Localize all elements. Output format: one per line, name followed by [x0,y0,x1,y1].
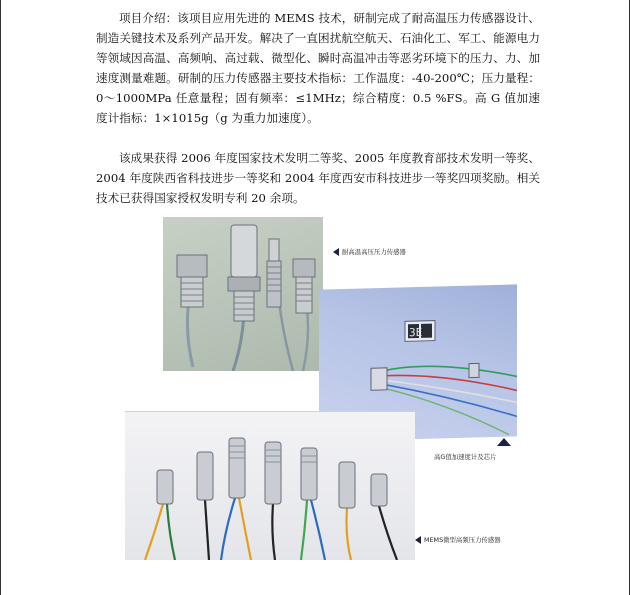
pointer-triangle-icon [497,438,511,446]
mems-sensor-caption-text: MEMS微型高频压力传感器 [424,536,501,544]
accelerometer-caption [434,452,496,461]
high-temp-sensor-photo [163,217,323,371]
mems-sensor-photo [125,411,415,560]
mems-sensor-caption [415,535,501,544]
awards-paragraph: 该成果获得 2006 年度国家技术发明二等奖、2005 年度教育部技术发明一等奖、2004 年度陕西省科技进步一等奖和 2004 年度西安市科技进步一等奖四项奖励。相关技术已获得国家授权发明专利 20 余项。 [96,151,540,205]
pointer-triangle-icon [333,248,339,256]
high-temp-sensor-caption [333,247,406,256]
project-intro-paragraph: 项目介绍：该项目应用先进的 MEMS 技术，研制完成了耐高温压力传感器设计、制造关键技术及系列产品开发。解决了一直困扰航空航天、石油化工、军工、能源电力等领域因高温、高频响、高过载、微型化、瞬时高温冲击等恶劣环境下的压力、力、加速度测量难题。研制的压力传感器主要技术指标：工作温度：-40-200℃；压力量程：0～1000MPa 任意量程；固有频率：≤1MHz；综合精度：0.5 %FS。高 G 值加速度计指标：1×1015g（g 为重力加速度）。 [96,11,540,125]
page-border-left [0,0,1,595]
pointer-triangle-icon [415,536,421,544]
high-temp-sensor-caption-text: 耐高温高压压力传感器 [342,248,406,256]
chip-marking: 3E [409,325,423,340]
accelerometer-caption-text: 高G值加速度计及芯片 [434,453,497,461]
page-border-right [629,0,630,595]
